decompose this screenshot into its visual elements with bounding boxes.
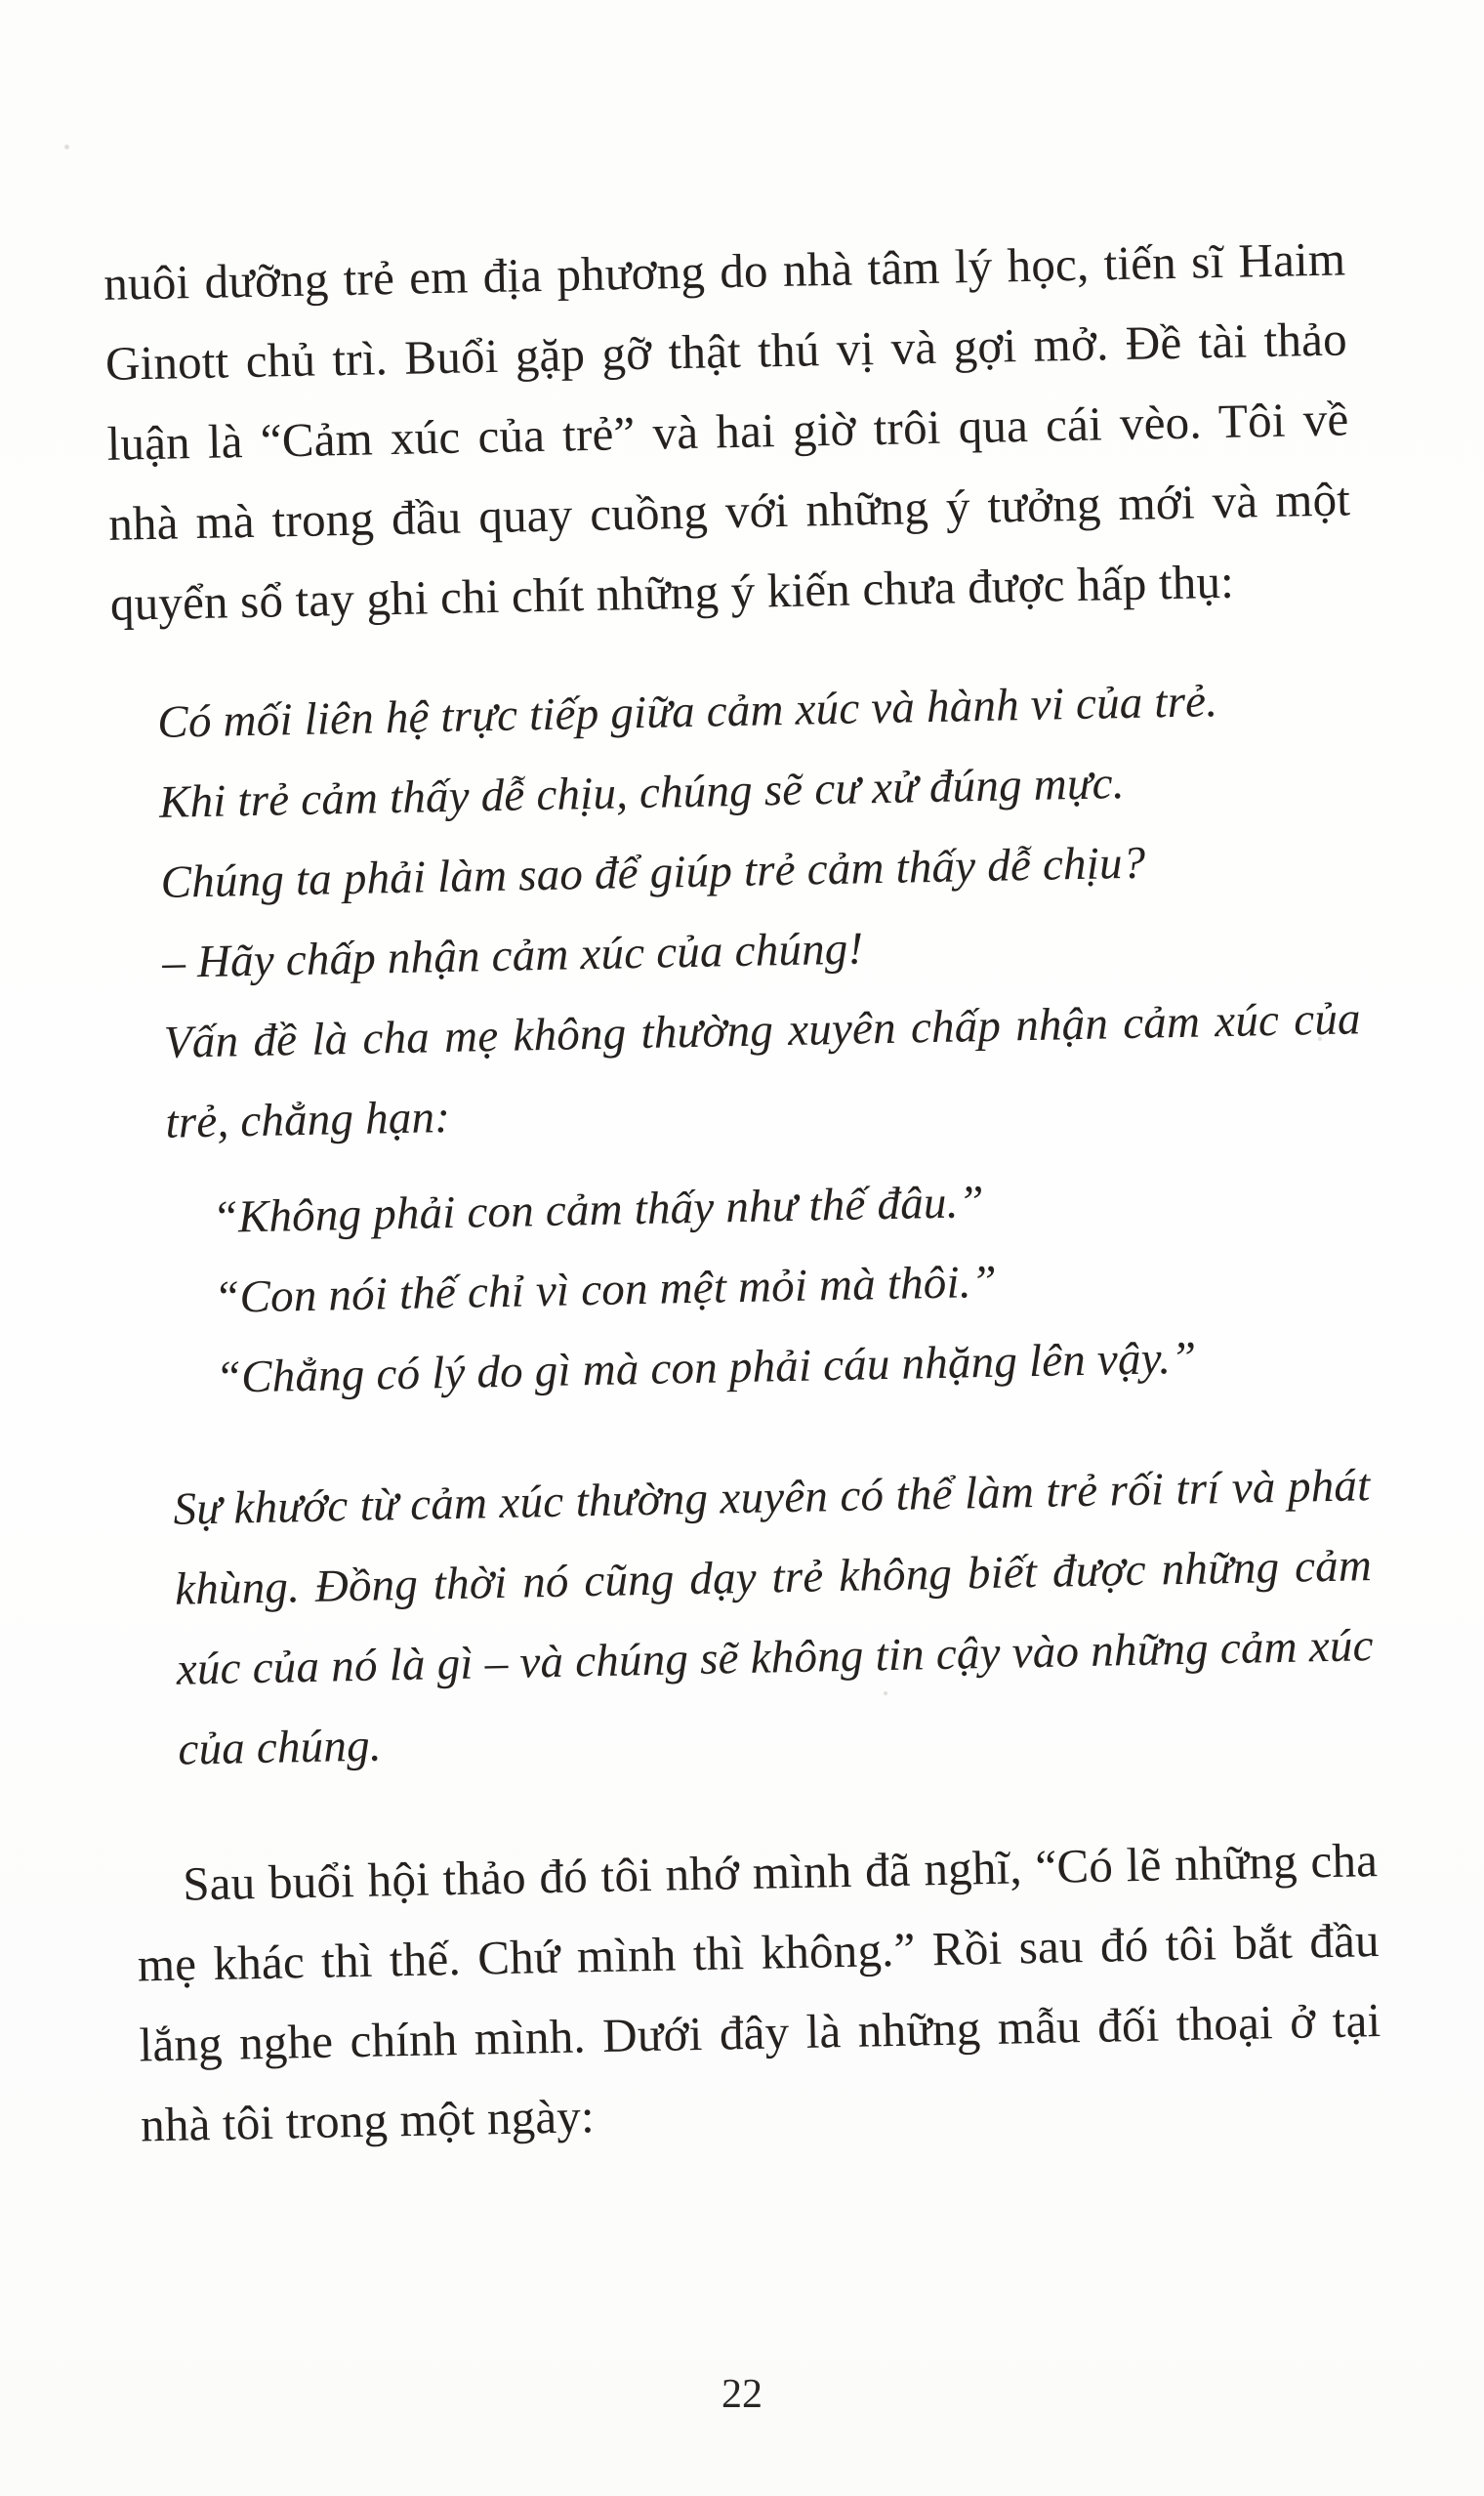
note-line-4: – Hãy chấp nhận cảm xúc của chúng! bbox=[161, 923, 864, 988]
text-block bbox=[103, 219, 1383, 2165]
dialogue-quotes bbox=[212, 1154, 1369, 1418]
scan-speckle bbox=[64, 145, 69, 149]
notes-closing-paragraph: Sự khước từ cảm xúc thường xuyên có thể làm trẻ rối trí và phát khùng. Đồng thời nó cũng dạy trẻ không biết được những cảm xúc của nó là gì – và chúng sẽ không tin cậy vào những cảm xúc của chúng. bbox=[173, 1460, 1375, 1775]
body-paragraph-1: nuôi dưỡng trẻ em địa phương do nhà tâm lý học, tiến sĩ Haim Ginott chủ trì. Buổi gặp gỡ thật thú vị và gợi mở. Đề tài thảo luận là “Cảm xúc của trẻ” và hai giờ trôi qua cái vèo. Tôi về nhà mà trong đầu quay cuồng với những ý tưởng mới và một quyển sổ tay ghi chi chít những ý kiến chưa được hấp thụ: bbox=[103, 231, 1351, 631]
note-line-3: Chúng ta phải làm sao để giúp trẻ cảm thấy dễ chịu? bbox=[160, 837, 1146, 908]
notes-paragraph: Vấn đề là cha mẹ không thường xuyên chấp nhận cảm xúc của trẻ, chẳng hạn: bbox=[163, 993, 1362, 1148]
body-paragraph-2: Sau buổi hội thảo đó tôi nhớ mình đã nghĩ, “Có lẽ những cha mẹ khác thì thế. Chứ mình thì không.” Rồi sau đó tôi bắt đầu lắng nghe chính mình. Dưới đây là những mẫu đối thoại ở tại nhà tôi trong một ngày: bbox=[137, 1833, 1381, 2152]
note-line-1: Có mối liên hệ trực tiếp giữa cảm xúc và hành vi của trẻ. bbox=[156, 676, 1218, 748]
note-line-2: Khi trẻ cảm thấy dễ chịu, chúng sẽ cư xử đúng mực. bbox=[158, 758, 1126, 828]
dialogue-quote-1: “Không phải con cảm thấy như thế đâu.” bbox=[212, 1177, 985, 1243]
dialogue-quote-3: “Chẳng có lý do gì mà con phải cáu nhặng lên vậy.” bbox=[215, 1332, 1197, 1403]
dialogue-quote-2: “Con nói thế chỉ vì con mệt mỏi mà thôi.” bbox=[213, 1256, 998, 1323]
workshop-notes-block bbox=[157, 658, 1369, 1418]
page-number: 22 bbox=[721, 2372, 763, 2417]
